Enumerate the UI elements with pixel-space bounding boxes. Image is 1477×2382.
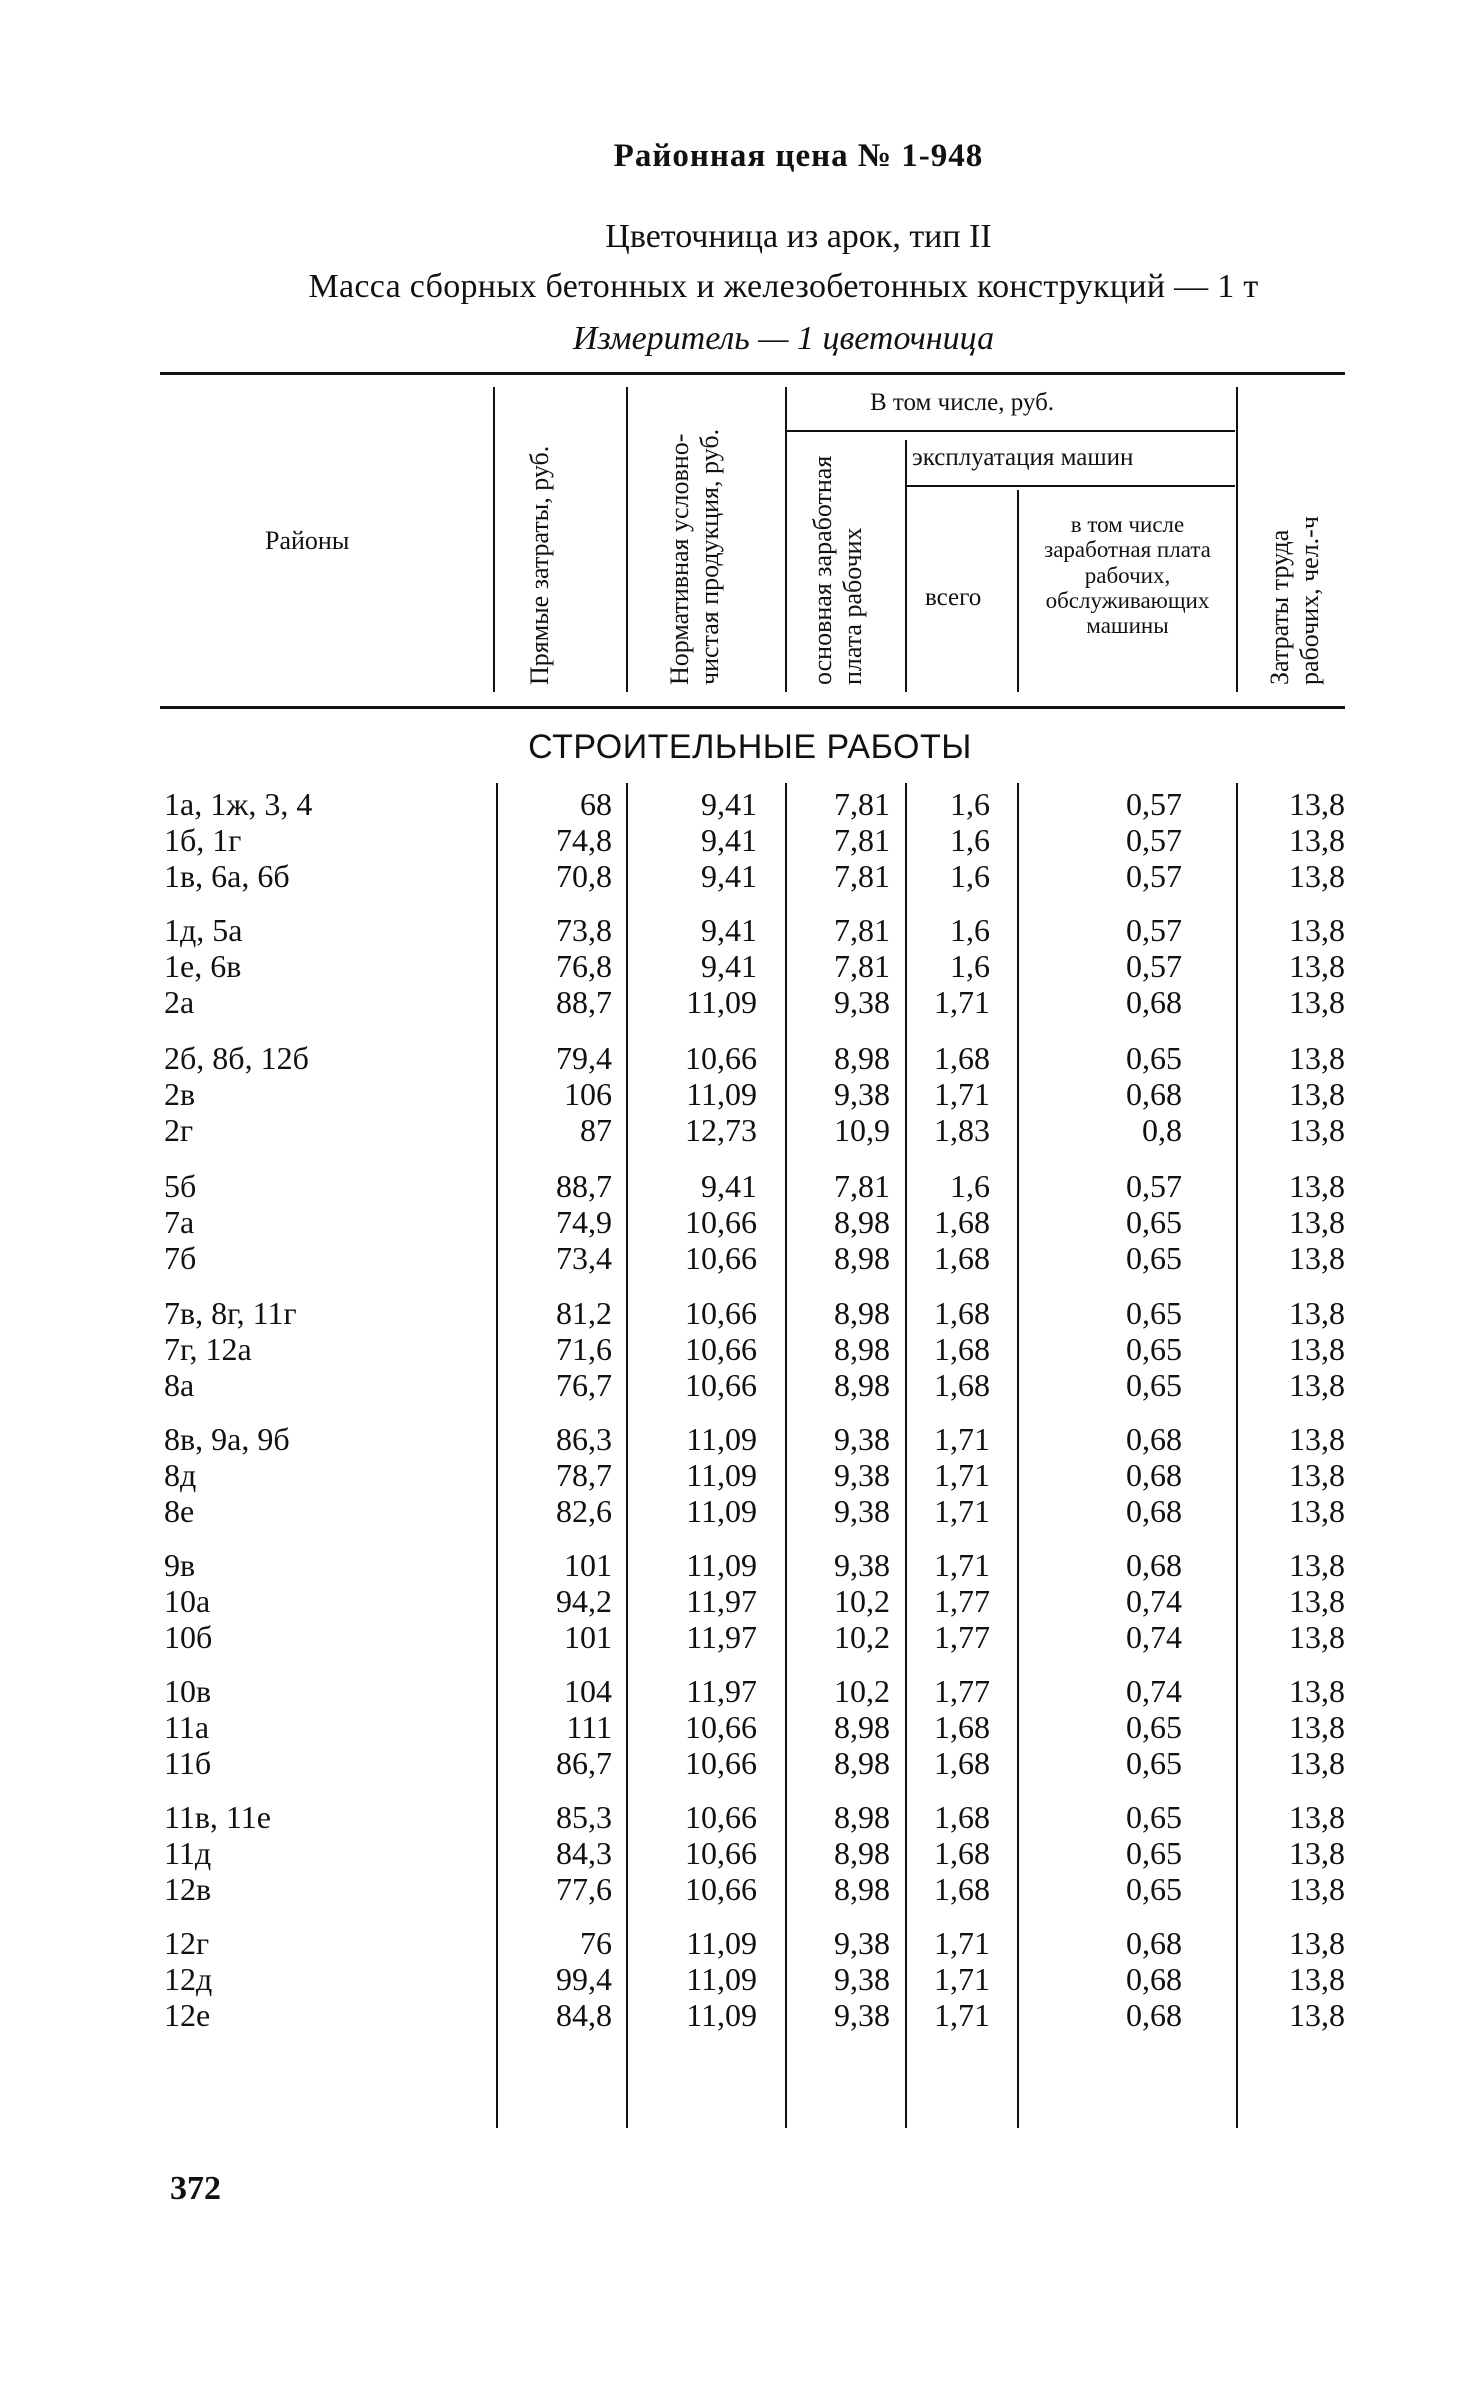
region-cell: 8а [164, 1367, 195, 1403]
labor-cell: 13,8 [1289, 1745, 1345, 1781]
table-row [0, 1493, 1477, 1529]
region-cell: 11а [164, 1709, 210, 1745]
wage-cell: 7,81 [834, 912, 890, 948]
region-cell: 10б [164, 1619, 213, 1655]
direct-costs-cell: 86,3 [556, 1421, 612, 1457]
machine-wage-cell: 0,65 [1126, 1040, 1182, 1076]
machine-wage-cell: 0,68 [1126, 1961, 1182, 1997]
machines-group-rule [905, 485, 1235, 487]
labor-cell: 13,8 [1289, 1421, 1345, 1457]
machines-total-cell: 1,68 [934, 1745, 990, 1781]
table-row [0, 822, 1477, 858]
measure-line: Измеритель — 1 цветочница [572, 320, 995, 357]
machine-wage-cell: 0,57 [1126, 822, 1182, 858]
direct-costs-cell: 81,2 [556, 1295, 612, 1331]
net-product-cell: 9,41 [701, 1168, 757, 1204]
machines-total-cell: 1,6 [950, 786, 990, 822]
table-row [0, 1240, 1477, 1276]
machines-total-cell: 1,6 [950, 858, 990, 894]
item-subtitle: Цветочница из арок, тип II [605, 218, 992, 255]
direct-costs-cell: 101 [564, 1619, 612, 1655]
wage-cell: 9,38 [834, 1076, 890, 1112]
machines-total-cell: 1,6 [950, 822, 990, 858]
table-row [0, 1204, 1477, 1240]
wage-cell: 8,98 [834, 1331, 890, 1367]
net-product-cell: 12,73 [685, 1112, 757, 1148]
machines-total-cell: 1,6 [950, 948, 990, 984]
labor-cell: 13,8 [1289, 1295, 1345, 1331]
machines-total-cell: 1,6 [950, 1168, 990, 1204]
wage-cell: 10,2 [834, 1583, 890, 1619]
machines-total-cell: 1,71 [934, 1997, 990, 2033]
labor-cell: 13,8 [1289, 1112, 1345, 1148]
table-row [0, 1835, 1477, 1871]
direct-costs-cell: 99,4 [556, 1961, 612, 1997]
table-row [0, 948, 1477, 984]
labor-cell: 13,8 [1289, 1961, 1345, 1997]
labor-cell: 13,8 [1289, 1367, 1345, 1403]
machine-wage-cell: 0,65 [1126, 1204, 1182, 1240]
direct-costs-cell: 76,7 [556, 1367, 612, 1403]
wage-cell: 7,81 [834, 858, 890, 894]
region-cell: 10в [164, 1673, 212, 1709]
net-product-cell: 11,97 [686, 1583, 757, 1619]
machine-wage-cell: 0,65 [1126, 1331, 1182, 1367]
wage-cell: 8,98 [834, 1709, 890, 1745]
direct-costs-cell: 85,3 [556, 1799, 612, 1835]
labor-cell: 13,8 [1289, 822, 1345, 858]
direct-costs-cell: 73,4 [556, 1240, 612, 1276]
net-product-cell: 10,66 [685, 1295, 757, 1331]
table-row [0, 1040, 1477, 1076]
wage-cell: 9,38 [834, 1457, 890, 1493]
net-product-cell: 10,66 [685, 1745, 757, 1781]
machine-wage-cell: 0,8 [1142, 1112, 1182, 1148]
table-row [0, 1547, 1477, 1583]
wage-cell: 7,81 [834, 786, 890, 822]
wage-cell: 10,2 [834, 1619, 890, 1655]
net-product-cell: 11,09 [686, 1925, 757, 1961]
net-product-cell: 10,66 [685, 1040, 757, 1076]
region-cell: 11б [164, 1745, 212, 1781]
wage-cell: 8,98 [834, 1799, 890, 1835]
direct-costs-cell: 111 [566, 1709, 612, 1745]
direct-costs-cell: 88,7 [556, 1168, 612, 1204]
direct-costs-cell: 79,4 [556, 1040, 612, 1076]
direct-costs-cell: 76 [580, 1925, 612, 1961]
region-cell: 1е, 6в [164, 948, 242, 984]
net-product-cell: 11,97 [686, 1619, 757, 1655]
table-row [0, 1925, 1477, 1961]
labor-cell: 13,8 [1289, 1871, 1345, 1907]
machines-total-cell: 1,68 [934, 1240, 990, 1276]
region-cell: 12г [164, 1925, 210, 1961]
table-row [0, 1709, 1477, 1745]
col-direct-costs-header: Прямые затраты, руб. [525, 445, 554, 685]
mass-line: Масса сборных бетонных и железобетонных конструкций — 1 т [308, 268, 1259, 305]
net-product-cell: 11,09 [686, 984, 757, 1020]
wage-cell: 9,38 [834, 1961, 890, 1997]
machines-total-cell: 1,71 [934, 1493, 990, 1529]
machine-wage-cell: 0,68 [1126, 1997, 1182, 2033]
table-row [0, 1745, 1477, 1781]
table-row [0, 984, 1477, 1020]
machine-wage-cell: 0,65 [1126, 1799, 1182, 1835]
net-product-cell: 11,09 [686, 1076, 757, 1112]
net-product-cell: 11,09 [686, 1961, 757, 1997]
labor-cell: 13,8 [1289, 1457, 1345, 1493]
wage-cell: 8,98 [834, 1871, 890, 1907]
header-divider [626, 387, 628, 692]
net-product-cell: 10,66 [685, 1331, 757, 1367]
net-product-cell: 11,09 [686, 1997, 757, 2033]
machines-total-cell: 1,68 [934, 1295, 990, 1331]
net-product-cell: 9,41 [701, 822, 757, 858]
region-cell: 2б, 8б, 12б [164, 1040, 309, 1076]
labor-cell: 13,8 [1289, 984, 1345, 1020]
machines-total-cell: 1,68 [934, 1709, 990, 1745]
machines-total-cell: 1,77 [934, 1583, 990, 1619]
direct-costs-cell: 94,2 [556, 1583, 612, 1619]
labor-cell: 13,8 [1289, 1583, 1345, 1619]
machine-wage-cell: 0,65 [1126, 1871, 1182, 1907]
machines-total-cell: 1,68 [934, 1331, 990, 1367]
net-product-cell: 10,66 [685, 1204, 757, 1240]
wage-cell: 7,81 [834, 822, 890, 858]
wage-cell: 9,38 [834, 1547, 890, 1583]
net-product-cell: 10,66 [685, 1835, 757, 1871]
labor-cell: 13,8 [1289, 1547, 1345, 1583]
table-row [0, 1421, 1477, 1457]
machine-wage-cell: 0,68 [1126, 984, 1182, 1020]
region-cell: 7в, 8г, 11г [164, 1295, 297, 1331]
direct-costs-cell: 101 [564, 1547, 612, 1583]
net-product-cell: 9,41 [701, 858, 757, 894]
machine-wage-cell: 0,68 [1126, 1493, 1182, 1529]
labor-cell: 13,8 [1289, 1673, 1345, 1709]
header-divider [493, 387, 495, 692]
net-product-cell: 9,41 [701, 786, 757, 822]
region-cell: 10а [164, 1583, 211, 1619]
direct-costs-cell: 88,7 [556, 984, 612, 1020]
machine-wage-cell: 0,68 [1126, 1547, 1182, 1583]
region-cell: 5б [164, 1168, 197, 1204]
net-product-cell: 10,66 [685, 1871, 757, 1907]
wage-cell: 7,81 [834, 1168, 890, 1204]
wage-cell: 10,2 [834, 1673, 890, 1709]
machine-wage-cell: 0,65 [1126, 1240, 1182, 1276]
net-product-cell: 11,97 [686, 1673, 757, 1709]
machines-total-cell: 1,68 [934, 1367, 990, 1403]
section-title: СТРОИТЕЛЬНЫЕ РАБОТЫ [528, 728, 972, 766]
region-cell: 2а [164, 984, 195, 1020]
wage-cell: 9,38 [834, 1925, 890, 1961]
machine-wage-cell: 0,65 [1126, 1295, 1182, 1331]
price-title: Районная цена № 1-948 [613, 138, 984, 174]
wage-cell: 8,98 [834, 1295, 890, 1331]
labor-cell: 13,8 [1289, 858, 1345, 894]
wage-cell: 10,9 [834, 1112, 890, 1148]
machine-wage-cell: 0,68 [1126, 1076, 1182, 1112]
direct-costs-cell: 74,8 [556, 822, 612, 858]
direct-costs-cell: 86,7 [556, 1745, 612, 1781]
machine-wage-cell: 0,57 [1126, 1168, 1182, 1204]
table-row [0, 1457, 1477, 1493]
incl-group-rule [787, 430, 1235, 432]
table-row [0, 1673, 1477, 1709]
direct-costs-cell: 82,6 [556, 1493, 612, 1529]
direct-costs-cell: 78,7 [556, 1457, 612, 1493]
wage-cell: 8,98 [834, 1367, 890, 1403]
header-divider [1236, 387, 1238, 692]
machine-wage-cell: 0,65 [1126, 1709, 1182, 1745]
wage-cell: 9,38 [834, 1421, 890, 1457]
region-cell: 1б, 1г [164, 822, 242, 858]
labor-cell: 13,8 [1289, 1493, 1345, 1529]
wage-cell: 8,98 [834, 1835, 890, 1871]
col-machines-header: эксплуатация машин [912, 444, 1134, 471]
machine-wage-cell: 0,65 [1126, 1367, 1182, 1403]
machines-total-cell: 1,77 [934, 1619, 990, 1655]
region-cell: 2г [164, 1112, 194, 1148]
region-cell: 11д [164, 1835, 212, 1871]
region-cell: 1в, 6а, 6б [164, 858, 290, 894]
net-product-cell: 11,09 [686, 1493, 757, 1529]
machine-wage-cell: 0,68 [1126, 1421, 1182, 1457]
header-divider [785, 387, 787, 692]
machine-wage-cell: 0,57 [1126, 858, 1182, 894]
direct-costs-cell: 76,8 [556, 948, 612, 984]
wage-cell: 8,98 [834, 1204, 890, 1240]
machine-wage-cell: 0,74 [1126, 1673, 1182, 1709]
table-top-rule [160, 372, 1345, 375]
region-cell: 7а [164, 1204, 195, 1240]
machines-total-cell: 1,71 [934, 1421, 990, 1457]
col-machine-wage-header: в том числе заработная плата рабочих, обслуживающих машины [1044, 512, 1211, 639]
machines-total-cell: 1,68 [934, 1799, 990, 1835]
labor-cell: 13,8 [1289, 1168, 1345, 1204]
machine-wage-cell: 0,57 [1126, 786, 1182, 822]
machines-total-cell: 1,68 [934, 1040, 990, 1076]
machine-wage-cell: 0,57 [1126, 912, 1182, 948]
wage-cell: 8,98 [834, 1040, 890, 1076]
labor-cell: 13,8 [1289, 1204, 1345, 1240]
wage-cell: 9,38 [834, 984, 890, 1020]
table-row [0, 1997, 1477, 2033]
direct-costs-cell: 77,6 [556, 1871, 612, 1907]
wage-cell: 8,98 [834, 1240, 890, 1276]
col-incl-header: В том числе, руб. [870, 389, 1055, 416]
direct-costs-cell: 73,8 [556, 912, 612, 948]
machine-wage-cell: 0,65 [1126, 1745, 1182, 1781]
labor-cell: 13,8 [1289, 1835, 1345, 1871]
machine-wage-cell: 0,65 [1126, 1835, 1182, 1871]
col-wage-header: основная заработная плата рабочих [808, 455, 867, 685]
region-cell: 12д [164, 1961, 213, 1997]
direct-costs-cell: 74,9 [556, 1204, 612, 1240]
region-cell: 8е [164, 1493, 195, 1529]
table-row [0, 858, 1477, 894]
region-cell: 8в, 9а, 9б [164, 1421, 290, 1457]
machines-total-cell: 1,68 [934, 1204, 990, 1240]
machines-total-cell: 1,71 [934, 1925, 990, 1961]
region-cell: 7г, 12а [164, 1331, 252, 1367]
labor-cell: 13,8 [1289, 1619, 1345, 1655]
machines-total-cell: 1,68 [934, 1871, 990, 1907]
machines-total-cell: 1,6 [950, 912, 990, 948]
direct-costs-cell: 71,6 [556, 1331, 612, 1367]
net-product-cell: 10,66 [685, 1367, 757, 1403]
direct-costs-cell: 87 [580, 1112, 612, 1148]
machine-wage-cell: 0,74 [1126, 1583, 1182, 1619]
region-cell: 1д, 5а [164, 912, 243, 948]
region-cell: 2в [164, 1076, 196, 1112]
machines-total-cell: 1,71 [934, 1961, 990, 1997]
table-row [0, 1331, 1477, 1367]
region-cell: 11в, 11е [164, 1799, 271, 1835]
region-cell: 12е [164, 1997, 211, 2033]
net-product-cell: 11,09 [686, 1457, 757, 1493]
labor-cell: 13,8 [1289, 1076, 1345, 1112]
labor-cell: 13,8 [1289, 1240, 1345, 1276]
net-product-cell: 10,66 [685, 1799, 757, 1835]
machines-total-cell: 1,68 [934, 1835, 990, 1871]
table-row [0, 1871, 1477, 1907]
labor-cell: 13,8 [1289, 1799, 1345, 1835]
table-row [0, 1799, 1477, 1835]
table-row [0, 1583, 1477, 1619]
net-product-cell: 11,09 [686, 1547, 757, 1583]
machines-total-cell: 1,71 [934, 1076, 990, 1112]
col-regions-header: Районы [265, 526, 350, 555]
table-row [0, 786, 1477, 822]
direct-costs-cell: 106 [564, 1076, 612, 1112]
wage-cell: 7,81 [834, 948, 890, 984]
wage-cell: 9,38 [834, 1493, 890, 1529]
region-cell: 1а, 1ж, 3, 4 [164, 786, 313, 822]
machine-wage-cell: 0,68 [1126, 1925, 1182, 1961]
table-row [0, 1112, 1477, 1148]
labor-cell: 13,8 [1289, 1997, 1345, 2033]
machines-total-cell: 1,71 [934, 1457, 990, 1493]
table-header-bottom-rule [160, 706, 1345, 709]
machine-wage-cell: 0,57 [1126, 948, 1182, 984]
wage-cell: 9,38 [834, 1997, 890, 2033]
net-product-cell: 10,66 [685, 1240, 757, 1276]
machines-total-cell: 1,71 [934, 1547, 990, 1583]
machine-wage-cell: 0,68 [1126, 1457, 1182, 1493]
labor-cell: 13,8 [1289, 786, 1345, 822]
direct-costs-cell: 84,3 [556, 1835, 612, 1871]
region-cell: 12в [164, 1871, 212, 1907]
machine-wage-cell: 0,74 [1126, 1619, 1182, 1655]
labor-cell: 13,8 [1289, 912, 1345, 948]
col-labor-header: Затраты труда рабочих, чел.-ч [1265, 516, 1324, 685]
table-row [0, 1295, 1477, 1331]
labor-cell: 13,8 [1289, 1040, 1345, 1076]
col-machines-total-header: всего [925, 584, 982, 611]
labor-cell: 13,8 [1289, 948, 1345, 984]
table-row [0, 1076, 1477, 1112]
table-row [0, 1367, 1477, 1403]
labor-cell: 13,8 [1289, 1925, 1345, 1961]
header-divider [1017, 490, 1019, 692]
labor-cell: 13,8 [1289, 1331, 1345, 1367]
net-product-cell: 9,41 [701, 948, 757, 984]
page-number: 372 [170, 2170, 221, 2207]
direct-costs-cell: 84,8 [556, 1997, 612, 2033]
machines-total-cell: 1,71 [934, 984, 990, 1020]
direct-costs-cell: 68 [580, 786, 612, 822]
net-product-cell: 11,09 [686, 1421, 757, 1457]
net-product-cell: 10,66 [685, 1709, 757, 1745]
table-row [0, 1961, 1477, 1997]
table-row [0, 1619, 1477, 1655]
wage-cell: 8,98 [834, 1745, 890, 1781]
direct-costs-cell: 70,8 [556, 858, 612, 894]
net-product-cell: 9,41 [701, 912, 757, 948]
labor-cell: 13,8 [1289, 1709, 1345, 1745]
region-cell: 7б [164, 1240, 197, 1276]
col-net-product-header: Нормативная условно-чистая продукция, руб. [665, 428, 724, 685]
region-cell: 8д [164, 1457, 197, 1493]
machines-total-cell: 1,77 [934, 1673, 990, 1709]
machines-total-cell: 1,83 [934, 1112, 990, 1148]
region-cell: 9в [164, 1547, 196, 1583]
direct-costs-cell: 104 [564, 1673, 612, 1709]
table-row [0, 1168, 1477, 1204]
table-row [0, 912, 1477, 948]
